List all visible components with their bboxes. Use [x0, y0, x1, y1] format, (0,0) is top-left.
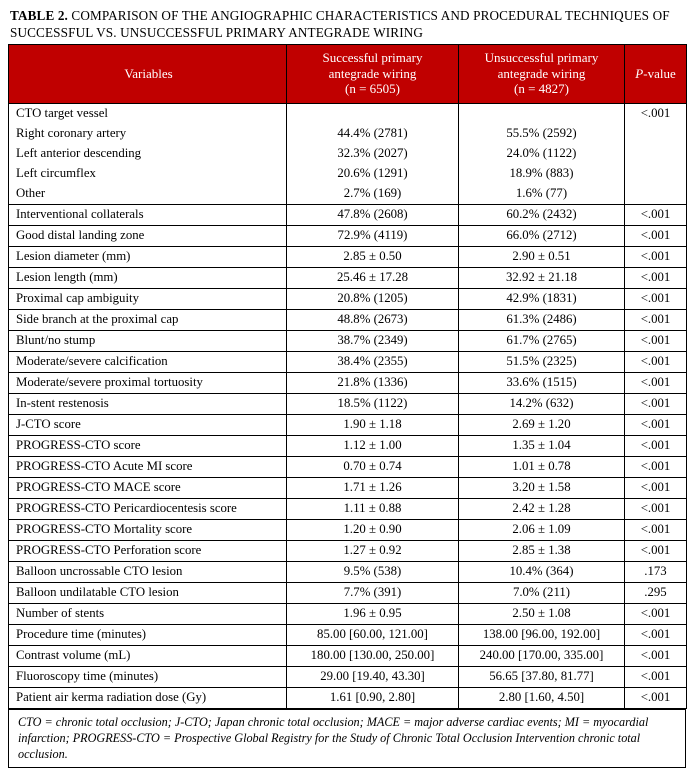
table-row: [9, 624, 687, 645]
cell-pvalue: <.001: [625, 103, 687, 124]
cell-unsuccessful: 61.7% (2765): [459, 330, 625, 351]
page-title: [10, 8, 686, 41]
cell-variable: Procedure time (minutes): [9, 624, 287, 645]
cell-unsuccessful: 2.80 [1.60, 4.50]: [459, 687, 625, 708]
cell-variable: PROGRESS-CTO Acute MI score: [9, 456, 287, 477]
cell-pvalue: [625, 144, 687, 164]
cell-unsuccessful: 2.85 ± 1.38: [459, 540, 625, 561]
table-row: [9, 204, 687, 225]
header-row: [9, 45, 687, 104]
table-row: [9, 184, 687, 205]
cell-unsuccessful: 7.0% (211): [459, 582, 625, 603]
cell-pvalue: <.001: [625, 351, 687, 372]
table-row: [9, 103, 687, 124]
cell-unsuccessful: 14.2% (632): [459, 393, 625, 414]
column-header-variables: [9, 45, 287, 104]
cell-successful: 180.00 [130.00, 250.00]: [287, 645, 459, 666]
cell-variable: Left circumflex: [9, 164, 287, 184]
cell-successful: 47.8% (2608): [287, 204, 459, 225]
table-row: [9, 519, 687, 540]
cell-pvalue: <.001: [625, 666, 687, 687]
cell-unsuccessful: 1.35 ± 1.04: [459, 435, 625, 456]
cell-pvalue: <.001: [625, 372, 687, 393]
cell-pvalue: <.001: [625, 330, 687, 351]
cell-variable: Fluoroscopy time (minutes): [9, 666, 287, 687]
cell-pvalue: <.001: [625, 645, 687, 666]
cell-unsuccessful: 24.0% (1122): [459, 144, 625, 164]
cell-successful: 1.20 ± 0.90: [287, 519, 459, 540]
cell-variable: PROGRESS-CTO Perforation score: [9, 540, 287, 561]
table-row: [9, 246, 687, 267]
cell-unsuccessful: 61.3% (2486): [459, 309, 625, 330]
header-unsuccessful-line1: Unsuccessful primary: [463, 50, 620, 66]
cell-pvalue: <.001: [625, 267, 687, 288]
cell-successful: 9.5% (538): [287, 561, 459, 582]
table-header: [9, 45, 687, 104]
cell-variable: Lesion length (mm): [9, 267, 287, 288]
cell-successful: 21.8% (1336): [287, 372, 459, 393]
cell-pvalue: <.001: [625, 309, 687, 330]
cell-successful: 2.7% (169): [287, 184, 459, 205]
cell-variable: PROGRESS-CTO Pericardiocentesis score: [9, 498, 287, 519]
cell-unsuccessful: 138.00 [96.00, 192.00]: [459, 624, 625, 645]
cell-variable: PROGRESS-CTO score: [9, 435, 287, 456]
cell-pvalue: <.001: [625, 204, 687, 225]
cell-pvalue: <.001: [625, 393, 687, 414]
header-variables-label: Variables: [124, 66, 172, 81]
cell-successful: 2.85 ± 0.50: [287, 246, 459, 267]
column-header-successful: [287, 45, 459, 104]
table-number: TABLE 2.: [10, 8, 68, 23]
cell-unsuccessful: 2.42 ± 1.28: [459, 498, 625, 519]
cell-successful: 32.3% (2027): [287, 144, 459, 164]
header-successful-line1: Successful primary: [291, 50, 454, 66]
cell-successful: 72.9% (4119): [287, 225, 459, 246]
cell-successful: 20.6% (1291): [287, 164, 459, 184]
cell-pvalue: <.001: [625, 414, 687, 435]
cell-unsuccessful: [459, 103, 625, 124]
cell-variable: Balloon uncrossable CTO lesion: [9, 561, 287, 582]
cell-pvalue: <.001: [625, 477, 687, 498]
table-footnote: CTO = chronic total occlusion; J-CTO; Japan chronic total occlusion; MACE = major adverse cardiac events; MI = myocardial infarction; PROGRESS-CTO = Prospective Global Registry for the Study of Chronic Total Occlusion Intervention chronic total occlusion.: [8, 709, 686, 768]
table-row: [9, 372, 687, 393]
cell-pvalue: <.001: [625, 603, 687, 624]
cell-successful: 7.7% (391): [287, 582, 459, 603]
table-row: [9, 645, 687, 666]
cell-pvalue: <.001: [625, 519, 687, 540]
cell-successful: 1.71 ± 1.26: [287, 477, 459, 498]
column-header-unsuccessful: [459, 45, 625, 104]
table-row: [9, 603, 687, 624]
cell-pvalue: <.001: [625, 498, 687, 519]
table-row: [9, 267, 687, 288]
table-row: [9, 309, 687, 330]
cell-pvalue: .295: [625, 582, 687, 603]
header-successful-line2: antegrade wiring: [291, 66, 454, 82]
table-row: [9, 124, 687, 144]
cell-pvalue: <.001: [625, 687, 687, 708]
cell-pvalue: <.001: [625, 288, 687, 309]
cell-variable: Number of stents: [9, 603, 287, 624]
table-row: [9, 498, 687, 519]
cell-pvalue: <.001: [625, 225, 687, 246]
cell-successful: 38.4% (2355): [287, 351, 459, 372]
cell-successful: 29.00 [19.40, 43.30]: [287, 666, 459, 687]
cell-pvalue: <.001: [625, 456, 687, 477]
cell-unsuccessful: 56.65 [37.80, 81.77]: [459, 666, 625, 687]
cell-pvalue: <.001: [625, 246, 687, 267]
cell-variable: Balloon undilatable CTO lesion: [9, 582, 287, 603]
cell-variable: PROGRESS-CTO Mortality score: [9, 519, 287, 540]
cell-variable: Side branch at the proximal cap: [9, 309, 287, 330]
header-pvalue-rest: -value: [643, 66, 675, 81]
cell-unsuccessful: 55.5% (2592): [459, 124, 625, 144]
cell-successful: 0.70 ± 0.74: [287, 456, 459, 477]
table-row: [9, 351, 687, 372]
cell-variable: Moderate/severe proximal tortuosity: [9, 372, 287, 393]
cell-unsuccessful: 2.06 ± 1.09: [459, 519, 625, 540]
table-row: [9, 144, 687, 164]
table-row: [9, 288, 687, 309]
cell-pvalue: <.001: [625, 435, 687, 456]
cell-unsuccessful: 10.4% (364): [459, 561, 625, 582]
cell-variable: Patient air kerma radiation dose (Gy): [9, 687, 287, 708]
cell-variable: CTO target vessel: [9, 103, 287, 124]
cell-variable: Good distal landing zone: [9, 225, 287, 246]
table-row: [9, 687, 687, 708]
cell-unsuccessful: 33.6% (1515): [459, 372, 625, 393]
cell-variable: Moderate/severe calcification: [9, 351, 287, 372]
cell-unsuccessful: 2.90 ± 0.51: [459, 246, 625, 267]
cell-pvalue: <.001: [625, 624, 687, 645]
cell-successful: 20.8% (1205): [287, 288, 459, 309]
cell-successful: 1.11 ± 0.88: [287, 498, 459, 519]
table-row: [9, 582, 687, 603]
cell-variable: Contrast volume (mL): [9, 645, 287, 666]
table-row: [9, 477, 687, 498]
table-row: [9, 435, 687, 456]
cell-variable: Blunt/no stump: [9, 330, 287, 351]
cell-successful: 1.61 [0.90, 2.80]: [287, 687, 459, 708]
cell-successful: 1.12 ± 1.00: [287, 435, 459, 456]
table-body: [9, 103, 687, 708]
cell-pvalue: .173: [625, 561, 687, 582]
cell-variable: Interventional collaterals: [9, 204, 287, 225]
cell-successful: [287, 103, 459, 124]
table-title-text: COMPARISON OF THE ANGIOGRAPHIC CHARACTERISTICS AND PROCEDURAL TECHNIQUES OF SUCCESSFUL VS. UNSUCCESSFUL PRIMARY ANTEGRADE WIRING: [10, 8, 670, 40]
header-unsuccessful-line2: antegrade wiring: [463, 66, 620, 82]
cell-variable: PROGRESS-CTO MACE score: [9, 477, 287, 498]
cell-unsuccessful: 18.9% (883): [459, 164, 625, 184]
cell-successful: 1.96 ± 0.95: [287, 603, 459, 624]
cell-unsuccessful: 2.69 ± 1.20: [459, 414, 625, 435]
table-row: [9, 225, 687, 246]
cell-unsuccessful: 60.2% (2432): [459, 204, 625, 225]
cell-successful: 25.46 ± 17.28: [287, 267, 459, 288]
cell-variable: Lesion diameter (mm): [9, 246, 287, 267]
cell-unsuccessful: 3.20 ± 1.58: [459, 477, 625, 498]
cell-unsuccessful: 51.5% (2325): [459, 351, 625, 372]
table-row: [9, 164, 687, 184]
cell-variable: J-CTO score: [9, 414, 287, 435]
table-row: [9, 393, 687, 414]
cell-variable: Left anterior descending: [9, 144, 287, 164]
cell-variable: Right coronary artery: [9, 124, 287, 144]
comparison-table: [8, 44, 687, 709]
cell-variable: Other: [9, 184, 287, 205]
cell-unsuccessful: 42.9% (1831): [459, 288, 625, 309]
cell-variable: Proximal cap ambiguity: [9, 288, 287, 309]
header-successful-line3: (n = 6505): [291, 81, 454, 97]
table-row: [9, 540, 687, 561]
table-row: [9, 561, 687, 582]
cell-pvalue: <.001: [625, 540, 687, 561]
table-row: [9, 330, 687, 351]
cell-pvalue: [625, 124, 687, 144]
cell-successful: 48.8% (2673): [287, 309, 459, 330]
cell-successful: 1.27 ± 0.92: [287, 540, 459, 561]
cell-successful: 18.5% (1122): [287, 393, 459, 414]
header-pvalue-italic: P: [635, 66, 643, 81]
cell-pvalue: [625, 164, 687, 184]
cell-variable: In-stent restenosis: [9, 393, 287, 414]
cell-unsuccessful: 32.92 ± 21.18: [459, 267, 625, 288]
column-header-pvalue: [625, 45, 687, 104]
cell-successful: 38.7% (2349): [287, 330, 459, 351]
cell-successful: 1.90 ± 1.18: [287, 414, 459, 435]
cell-unsuccessful: 240.00 [170.00, 335.00]: [459, 645, 625, 666]
table-row: [9, 456, 687, 477]
cell-unsuccessful: 2.50 ± 1.08: [459, 603, 625, 624]
header-unsuccessful-line3: (n = 4827): [463, 81, 620, 97]
table-row: [9, 666, 687, 687]
cell-successful: 44.4% (2781): [287, 124, 459, 144]
cell-unsuccessful: 66.0% (2712): [459, 225, 625, 246]
cell-pvalue: [625, 184, 687, 205]
table-row: [9, 414, 687, 435]
cell-unsuccessful: 1.01 ± 0.78: [459, 456, 625, 477]
cell-unsuccessful: 1.6% (77): [459, 184, 625, 205]
cell-successful: 85.00 [60.00, 121.00]: [287, 624, 459, 645]
